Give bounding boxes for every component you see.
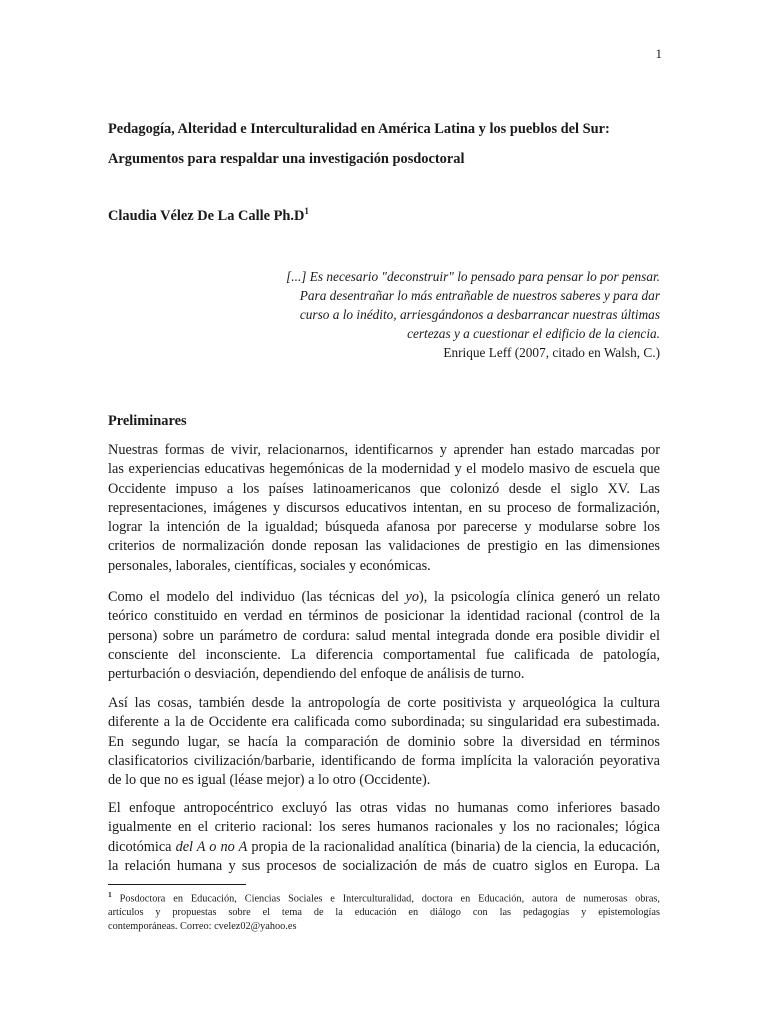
paragraph-line: representaciones, imágenes y discursos educativos intentan, en su proceso de formalización, — [108, 499, 660, 516]
paragraph-line: En segundo lugar, se hacía la comparación de dominio sobre la diversidad en términos — [108, 733, 660, 750]
paragraph-line: persona) sobre un parámetro de cordura: salud mental integrada donde era posible dividir el — [108, 627, 660, 644]
epigraph-line: certezas y a cuestionar el edificio de la ciencia. — [407, 326, 660, 341]
paragraph-line: de lo que no es igual (léase mejor) a lo otro (Occidente). — [108, 772, 431, 789]
epigraph-line: [...] Es necesario "deconstruir" lo pensado para pensar lo por pensar. — [286, 269, 660, 284]
paragraph-line: personales, laborales, científicas, sociales y económicas. — [108, 557, 431, 574]
text-run: ), la psicología clínica generó un relato — [419, 589, 660, 605]
paragraph-line: las experiencias educativas hegemónicas de la modernidad y el modelo masivo de escuela que — [108, 461, 660, 478]
body-paragraph-4 — [108, 799, 660, 876]
paragraph-line: lograr la intención de la igualdad; búsqueda afanosa por parecerse y modularse sobre los — [108, 519, 660, 536]
document-subtitle: Argumentos para respaldar una investigación posdoctoral — [108, 151, 465, 167]
author-name — [108, 208, 309, 225]
epigraph-line: curso a lo inédito, arriesgándonos a desbarrancar nuestras últimas — [299, 307, 660, 322]
section-heading: Preliminares — [108, 413, 187, 429]
footnote-mark: 1 — [108, 890, 112, 899]
body-paragraph-1 — [108, 441, 660, 576]
paragraph-line: la relación humana y sus procesos de socialización de más de cuatro siglos en Europa. La — [108, 857, 660, 874]
epigraph-attribution: Enrique Leff (2007, citado en Walsh, C.) — [443, 345, 660, 360]
body-paragraph-3 — [108, 694, 660, 790]
text-run: propia de la racionalidad analítica (binaria) de la ciencia, la educación, — [247, 838, 661, 855]
paragraph-line: igualmente en el criterio racional: los seres humanos racionales y los no racionales; lógica — [108, 819, 660, 836]
footnote-line: contemporáneas. Correo: cvelez02@yahoo.es — [108, 921, 297, 933]
text-run: dicotómica — [108, 838, 176, 855]
document-title: Pedagogía, Alteridad e Interculturalidad en América Latina y los pueblos del Sur: — [108, 121, 610, 137]
emphasis-a-no-a: del A o no A — [175, 838, 248, 855]
page-number: 1 — [655, 46, 662, 61]
paragraph-line: Nuestras formas de vivir, relacionarnos, identificarnos y aprender han estado marcadas por — [108, 442, 660, 458]
footnote — [108, 888, 660, 934]
paragraph-line — [108, 588, 660, 607]
body-paragraph-2 — [108, 588, 660, 684]
paragraph-line: perturbación o desviación, dependiendo del enfoque de análisis de turno. — [108, 666, 525, 683]
paragraph-line — [108, 838, 660, 857]
emphasis-yo: yo — [405, 589, 420, 605]
paragraph-line: criterios de normalización donde reposan las validaciones de prestigio en las dimensiones — [108, 538, 660, 555]
footnote-line: artículos y propuestas sobre el tema de la educación en diálogo con las pedagogías y epistemologías — [108, 907, 660, 919]
epigraph-line: Para desentrañar lo más entrañable de nuestros saberes y para dar — [299, 288, 660, 303]
footnote-line — [108, 888, 660, 906]
paragraph-line: clasificatorios civilización/barbarie, identificando de forma implícita la valoración peyorativa — [108, 752, 660, 769]
paragraph-line: diferente a la de Occidente era calificada como subordinada; su singularidad era subestimada. — [108, 714, 660, 731]
text-run: Posdoctora en Educación, Ciencias Sociales e Interculturalidad, doctora en Educación, autora de numerosas obras, — [111, 893, 660, 905]
author-name-text: Claudia Vélez De La Calle Ph.D — [108, 208, 305, 224]
epigraph — [270, 267, 660, 362]
text-run: Como el modelo del individuo (las técnicas del — [108, 589, 406, 605]
paragraph-line: Occidente impuso a los países latinoamericanos que colonizó desde el siglo XV. Las — [108, 480, 660, 497]
paragraph-line: El enfoque antropocéntrico excluyó las otras vidas no humanas como inferiores basado — [108, 800, 660, 816]
paragraph-line: consciente del inconsciente. La diferencia comportamental fue calificada de patología, — [108, 646, 660, 663]
paragraph-line: Así las cosas, también desde la antropología de corte positivista y arqueológica la cultura — [108, 695, 660, 711]
author-footnote-mark: 1 — [304, 206, 309, 217]
paragraph-line: teórico constituido en verdad en términos de posicionar la identidad racional (control de la — [108, 608, 660, 625]
footnote-separator — [108, 884, 246, 885]
